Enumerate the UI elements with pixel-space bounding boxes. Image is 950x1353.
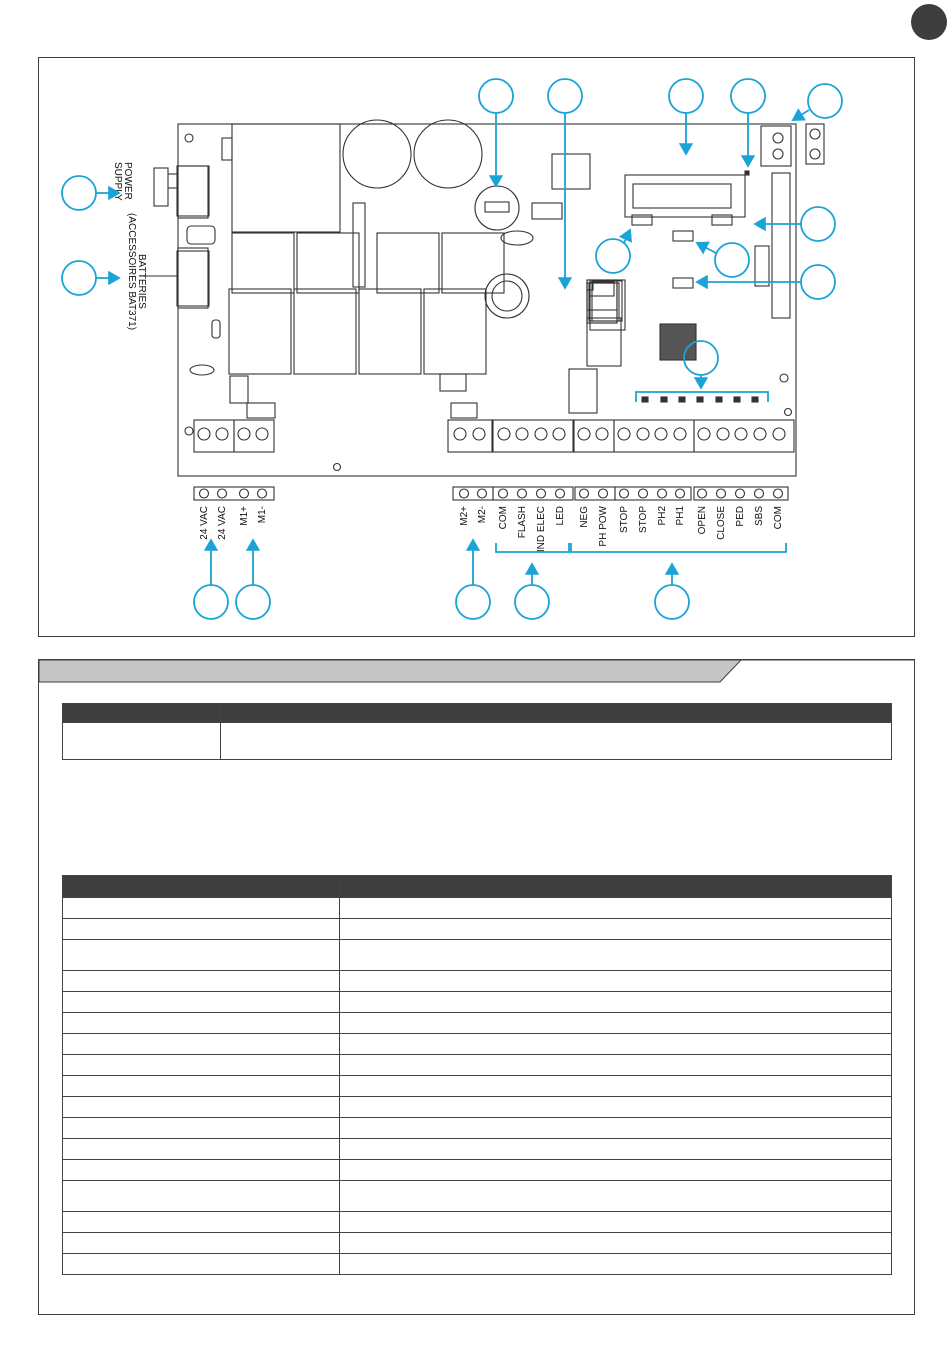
- terminal-label: IND ELEC: [536, 506, 547, 553]
- table-row: [63, 992, 892, 1013]
- table-header-cell: [63, 876, 340, 898]
- terminal-label: PH1: [675, 506, 686, 526]
- terminal-label: LED: [555, 506, 566, 526]
- terminal-label: PH POW: [598, 506, 609, 547]
- terminal-label: M2-: [477, 506, 488, 524]
- terminal-label: 24 VAC: [199, 506, 210, 540]
- table-row: [63, 1254, 892, 1275]
- terminal-label: SBS: [754, 506, 765, 527]
- batteries-accessory-label: (ACCESSOIRES BAT371): [126, 213, 137, 331]
- circuit-board-diagram: [38, 57, 915, 637]
- table-row: [63, 919, 892, 940]
- supply-label: SUPPLY: [112, 162, 123, 201]
- terminal-label: 24 VAC: [217, 506, 228, 540]
- terminal-label: STOP: [638, 506, 649, 534]
- terminal-label: PED: [735, 506, 746, 527]
- table-row: [63, 940, 892, 971]
- terminal-label: M2+: [459, 506, 470, 526]
- summary-table: [62, 703, 892, 760]
- table-row: [63, 1097, 892, 1118]
- power-supply-label: POWER: [122, 162, 133, 200]
- board-illustration: [39, 58, 914, 636]
- specifications-section: [38, 659, 915, 1315]
- specifications-table: [62, 875, 892, 1275]
- terminal-label: STOP: [619, 506, 630, 534]
- table-header-cell: [340, 876, 892, 898]
- terminal-label: COM: [498, 506, 509, 530]
- table-row: [63, 1013, 892, 1034]
- table-row: [63, 1118, 892, 1139]
- table-row: [63, 723, 892, 760]
- terminal-label: M1-: [257, 506, 268, 524]
- terminal-label: CLOSE: [716, 506, 727, 540]
- terminal-label: M1+: [239, 506, 250, 526]
- table-row: [63, 1034, 892, 1055]
- terminal-label: COM: [773, 506, 784, 530]
- table-row: [63, 1233, 892, 1254]
- table-row: [63, 971, 892, 992]
- terminal-label: OPEN: [697, 506, 708, 535]
- section-header-tab: [39, 660, 914, 684]
- terminal-label: PH2: [657, 506, 668, 526]
- terminal-label: FLASH: [517, 506, 528, 539]
- table-row: [63, 1212, 892, 1233]
- table-header-cell: [221, 704, 892, 723]
- table-header-cell: [63, 704, 221, 723]
- table-row: [63, 1139, 892, 1160]
- table-row: [63, 1181, 892, 1212]
- table-row: [63, 898, 892, 919]
- table-row: [63, 1076, 892, 1097]
- page-marker-dot: [911, 4, 947, 40]
- table-row: [63, 1160, 892, 1181]
- table-row: [63, 1055, 892, 1076]
- terminal-label: NEG: [579, 506, 590, 528]
- batteries-label: BATTERIES: [136, 254, 147, 309]
